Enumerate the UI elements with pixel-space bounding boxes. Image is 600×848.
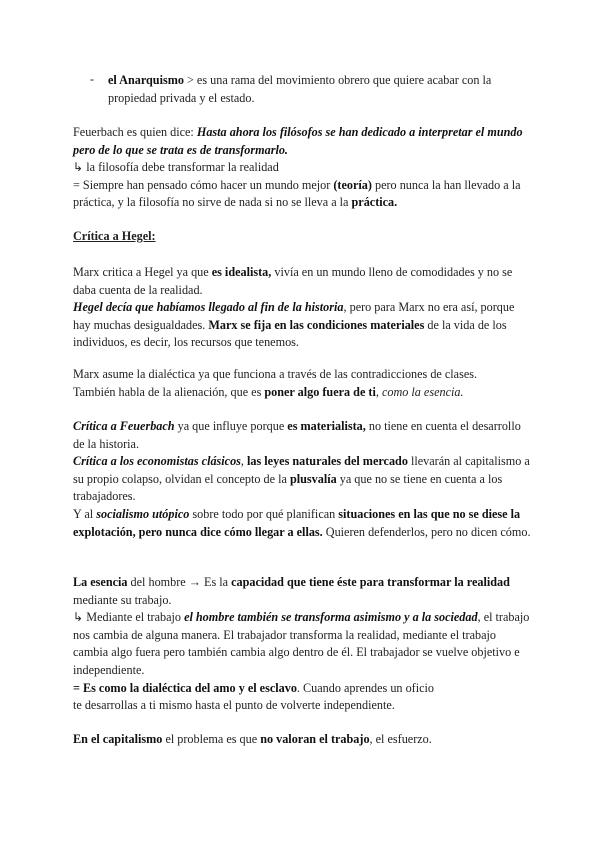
paragraph-esencia: La esencia del hombre → Es la capacidad que tiene éste para transformar la realidad mediante su trabajo. ↳ Mediante el trabajo el hombre también se transforma asimismo y a la sociedad, el trabajo nos cambia de alguna manera. El trabajador transforma la realidad, mediante el trabajo cambia algo fuera pero también cambia algo dentro de él. El trabajador se vuelve objetivo e independiente. = Es como la dialéctica del amo y el esclavo. Cuando aprendes un oficio te desarrollas a ti mismo hasta el punto de volverte independiente. (73, 575, 530, 713)
paragraph-dialectica: Marx asume la dialéctica ya que funciona a través de las contradicciones de clases. También habla de la alienación, que es poner algo fuera de ti, como la esencia. (73, 367, 478, 399)
feuerbach-quote: Hasta ahora los filósofos se han dedicado a interpretar el mundo pero de lo que se trata es de transformarlo. (73, 125, 523, 157)
bullet-marker: - (90, 72, 95, 86)
paragraph-criticas: Crítica a Feuerbach ya que influye porque es materialista, no tiene en cuenta el desarrollo de la historia. Crítica a los economistas clásicos, las leyes naturales del mercado llevarán al capitalismo a su propio colapso, olvidan el concepto de la plusvalía ya que no se tiene en cuenta a los trabajadores. Y al socialismo utópico sobre todo por qué planifican situaciones en las que no se diese la explotación, pero nunca dice cómo llegar a ellas. Quieren defenderlos, pero no dicen cómo. (73, 419, 531, 539)
paragraph-hegel: Marx critica a Hegel ya que es idealista, vivía en un mundo lleno de comodidades y no se daba cuenta de la realidad. Hegel decía que habíamos llegado al fin de la historia, pero para Marx no era así, porque hay muchas desigualdades. Marx se fija en las condiciones materiales de la vida de los individuos, es decir, los recursos que tenemos. (73, 265, 515, 350)
paragraph-capitalismo: En el capitalismo el problema es que no valoran el trabajo, el esfuerzo. (73, 732, 432, 746)
paragraph-feuerbach: Feuerbach es quien dice: Hasta ahora los filósofos se han dedicado a interpretar el mundo pero de lo que se trata es de transformarlo. ↳ la filosofía debe transformar la realidad = Siempre han pensado cómo hacer un mundo mejor (teoría) pero nunca la han llevado a la práctica, y la filosofía no sirve de nada si no se lleva a la práctica. (73, 125, 523, 210)
term-anarquismo: el Anarquismo (108, 73, 184, 87)
bullet-anarquismo: el Anarquismo > es una rama del movimiento obrero que quiere acabar con la propiedad privada y el estado. (108, 73, 492, 105)
section-heading: Crítica a Hegel: (73, 229, 156, 243)
